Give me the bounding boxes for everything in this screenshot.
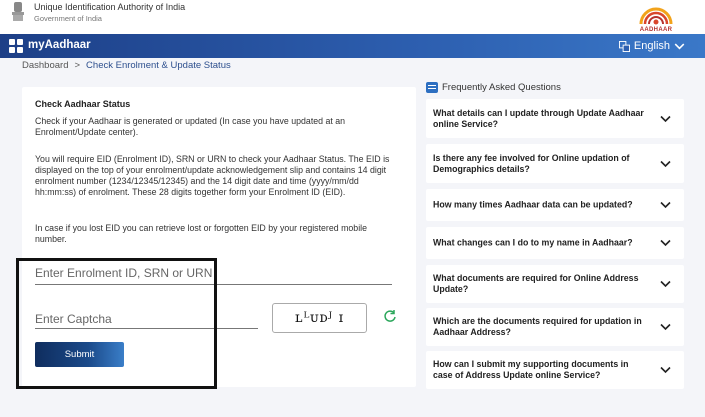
eid-info-text: You will require EID (Enrolment ID), SRN or URN to check your Aadhaar Status. The EID is displayed on the top of your enrolment/update acknowledgement slip and contains 14 digit enrolment number (1234/12345/12345) and the 14 digit date and time (yyyy/mm/dd hh:mm:ss) of enrolment. These 28 digits together form your Enrolment ID (EID). xyxy=(35,154,390,197)
captcha-image: ʟᴸᴜᴅᴶ ɪ xyxy=(272,303,367,333)
chevron-down-icon xyxy=(674,41,685,52)
navbar xyxy=(0,34,705,58)
chevron-down-icon xyxy=(660,160,671,167)
org-name: Unique Identification Authority of India xyxy=(34,2,186,12)
faq-question: What changes can I do to my name in Aadhaar? xyxy=(433,237,633,248)
org-name-block xyxy=(34,2,185,24)
org-subtitle: Government of India xyxy=(34,14,102,23)
faq-title: Frequently Asked Questions xyxy=(442,82,561,93)
faq-item[interactable] xyxy=(426,308,684,346)
grid-icon[interactable] xyxy=(9,39,23,53)
faq-icon xyxy=(426,82,438,93)
faq-question: How can I submit my supporting documents in case of Address Update online Service? xyxy=(433,359,629,380)
submit-button[interactable]: Submit xyxy=(35,342,124,367)
breadcrumb-separator: > xyxy=(74,60,81,71)
aadhaar-logo-text: AADHAAR xyxy=(639,27,673,33)
breadcrumb-dashboard[interactable]: Dashboard xyxy=(22,60,69,71)
faq-question: What documents are required for Online Address Update? xyxy=(433,273,639,294)
faq-item[interactable] xyxy=(426,227,684,259)
brand-title[interactable]: myAadhaar xyxy=(28,39,91,51)
enrolment-input-underline xyxy=(35,284,392,285)
chevron-down-icon xyxy=(660,281,671,288)
captcha-input-underline xyxy=(35,328,258,329)
faq-item[interactable] xyxy=(426,99,684,138)
top-header xyxy=(0,0,705,34)
lost-eid-text: In case if you lost EID you can retrieve lost or forgotten EID by your registered mobile number. xyxy=(35,223,367,244)
chevron-down-icon xyxy=(660,202,671,209)
chevron-down-icon xyxy=(660,324,671,331)
card-title: Check Aadhaar Status xyxy=(35,99,131,109)
breadcrumb xyxy=(22,60,231,71)
chevron-down-icon xyxy=(660,115,671,122)
translate-icon xyxy=(619,41,630,52)
enrolment-id-input[interactable]: Enter Enrolment ID, SRN or URN xyxy=(35,266,213,280)
language-selector[interactable] xyxy=(619,40,685,52)
aadhaar-sun-icon xyxy=(635,0,677,26)
faq-question: Is there any fee involved for Online updation of Demographics details? xyxy=(433,152,630,174)
faq-item[interactable] xyxy=(426,351,684,389)
faq-question: How many times Aadhaar data can be updated? xyxy=(433,199,633,210)
intro-text: Check if your Aadhaar is generated or updated (In case you have updated at an Enrolment/Update center). xyxy=(35,116,346,137)
faq-question: Which are the documents required for updation in Aadhaar Address? xyxy=(433,316,642,337)
chevron-down-icon xyxy=(660,367,671,374)
faq-item[interactable] xyxy=(426,189,684,221)
language-label: English xyxy=(633,40,670,52)
faq-header xyxy=(426,82,561,93)
refresh-captcha-icon[interactable] xyxy=(383,309,397,323)
breadcrumb-current: Check Enrolment & Update Status xyxy=(86,60,231,71)
faq-question: What details can I update through Update Aadhaar online Service? xyxy=(433,107,644,129)
aadhaar-logo xyxy=(635,0,677,34)
faq-item[interactable] xyxy=(426,144,684,183)
faq-item[interactable] xyxy=(426,265,684,303)
chevron-down-icon xyxy=(660,240,671,247)
national-emblem-icon xyxy=(8,0,28,26)
captcha-input[interactable]: Enter Captcha xyxy=(35,312,112,326)
